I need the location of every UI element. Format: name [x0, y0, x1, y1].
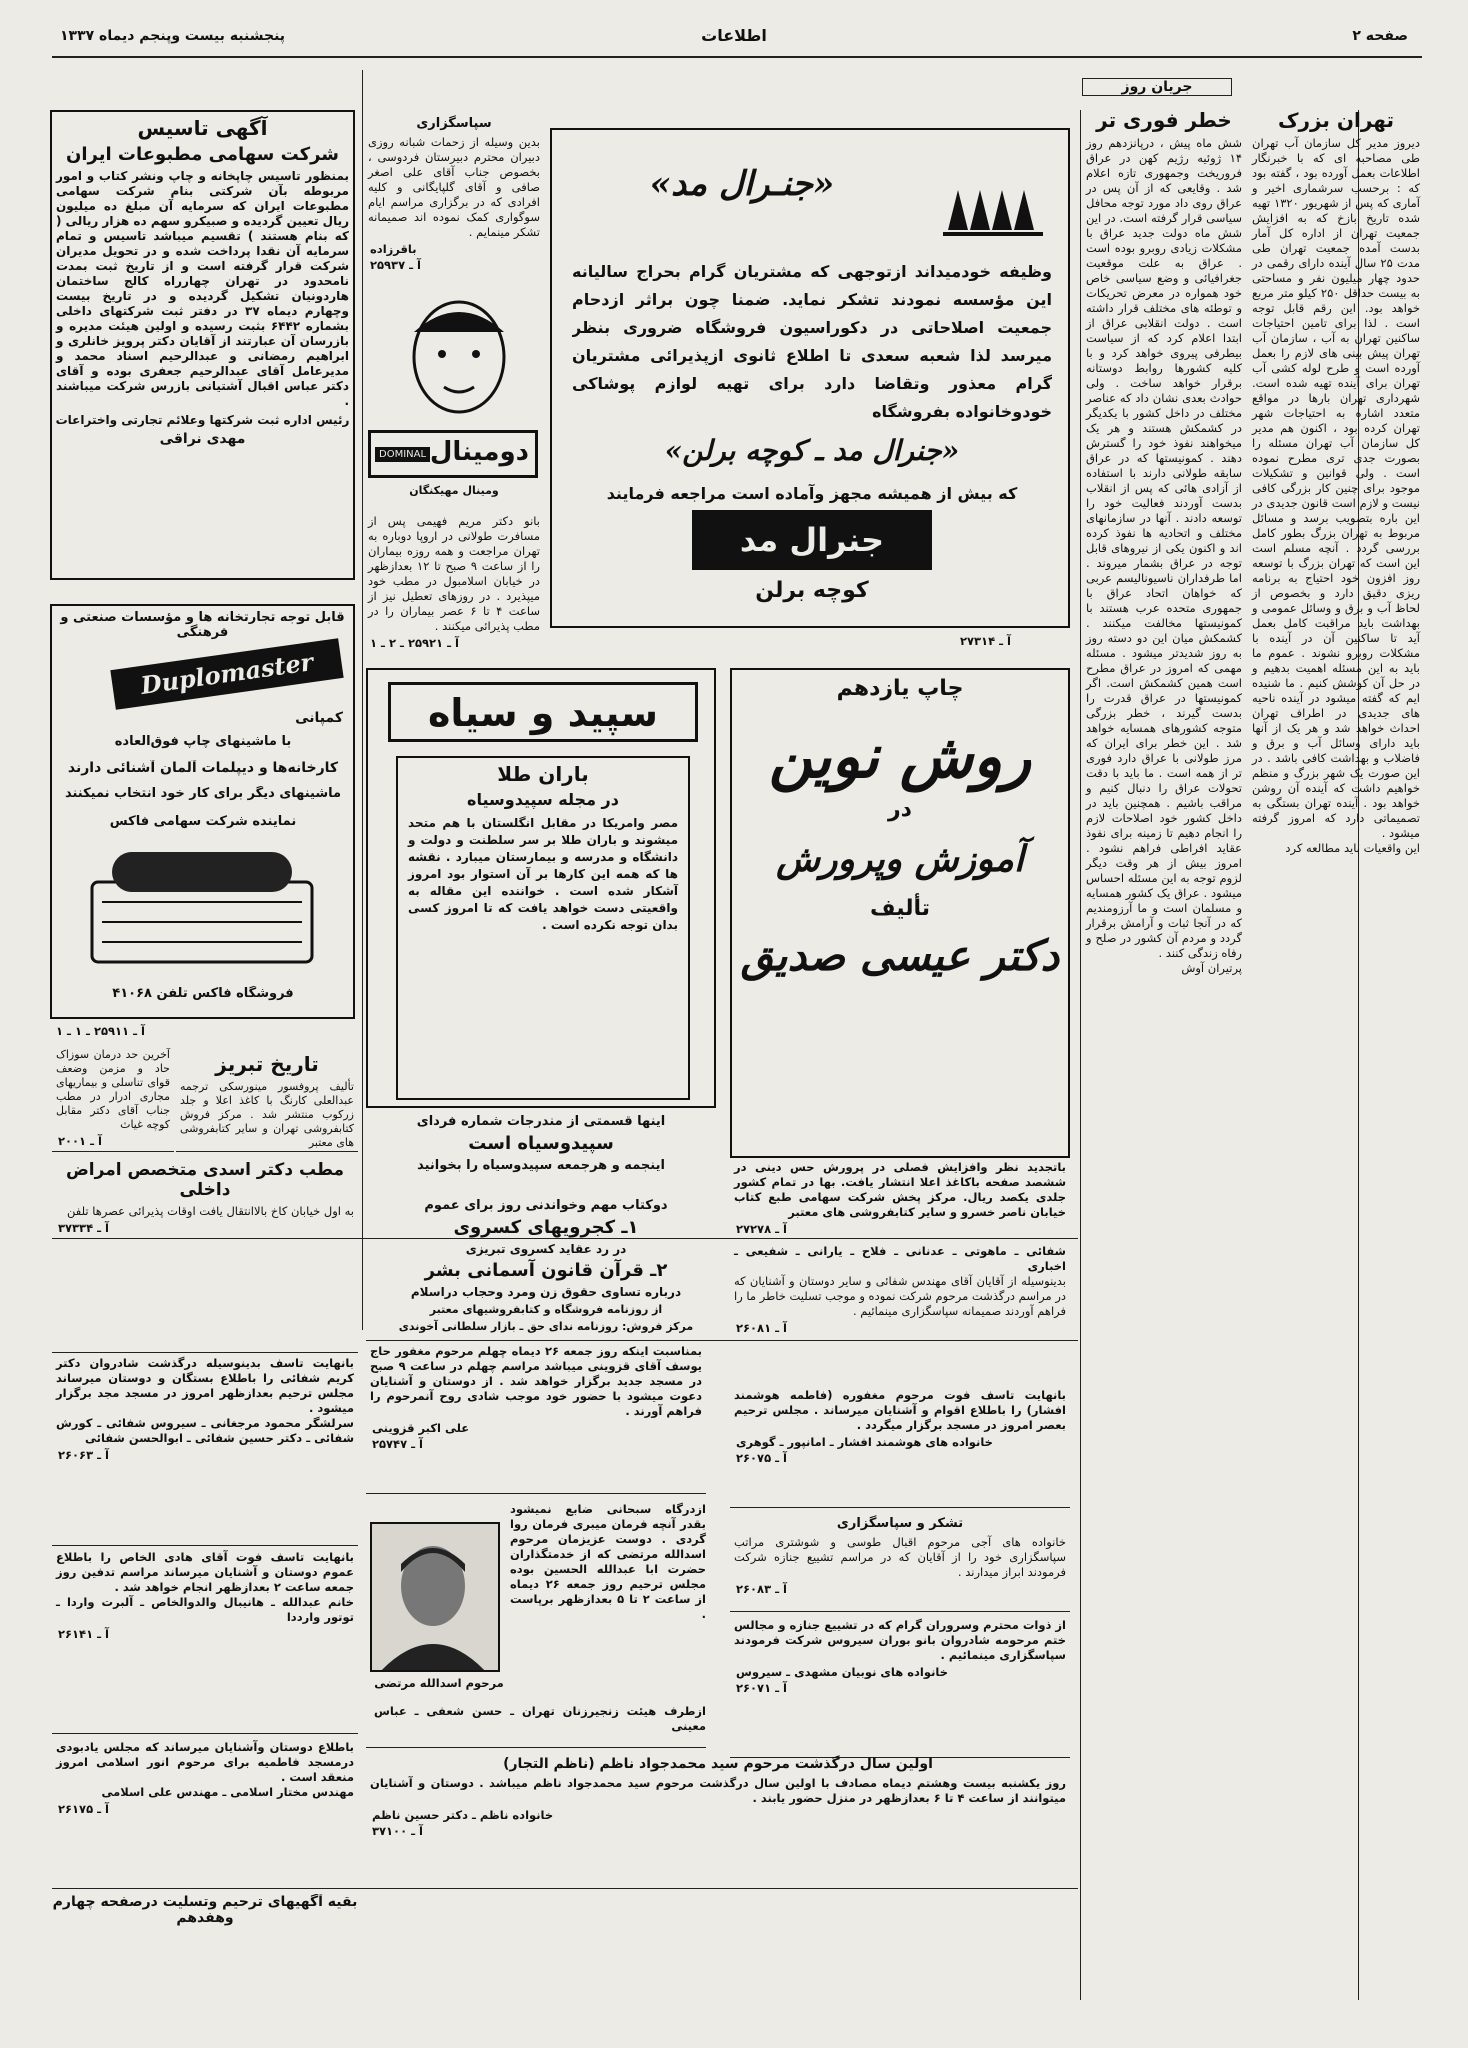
mourn4-names: خانم عبدالله ـ هانیبال والدوالخاص ـ آلبرت واردا ـ توتور وارددا — [56, 1595, 354, 1624]
mourn-tashakor-title: تشکر و سپاسگزاری — [836, 1516, 964, 1531]
ad-mourn-shafaei — [52, 1356, 358, 1546]
mourn5-code: آ ـ ۲۶۱۷۵ — [58, 1802, 109, 1816]
dominal-pack: DOMINAL — [375, 447, 430, 462]
ad-tarikh-tabriz — [176, 1048, 358, 1152]
clinic-text: به اول خیابان کاخ بالاانتقال یافت اوقات پذیرائی عصرها تلفن — [67, 1204, 354, 1218]
book-code: آ ـ ۲۷۲۷۸ — [736, 1222, 787, 1236]
doctor-text: بانو دکتر مریم فهیمی پس از مسافرت طولانی در اروپا دوباره به تهران مراجعت و همه روزه بیماران را از ساعت ۹ صبح تا ۱۲ بعدازظهر در خیابان اسلامبول در مطب خود میپذیرد . در روزهای تعطیل نیز از ساعت ۴ تا ۶ عصر بیماران را در مطب پذیرائی میکنند . — [368, 514, 541, 633]
tabriz-title: تاریخ تبریز — [215, 1052, 319, 1076]
books-author: از روزنامه فروشگاه و کتابفروشیهای معتبر — [429, 1303, 663, 1316]
ad-mourn-qazvini — [366, 1344, 706, 1494]
ad-mourn-hooshmand — [730, 1388, 1070, 1508]
sepid-footer-3: اینجمه و هرجمعه سپیدوسیاه را بخوانید — [417, 1158, 665, 1173]
ad-duplomaster — [50, 604, 355, 1019]
ad-mourn-photo — [366, 1498, 706, 1748]
ad-mourn-nazem — [366, 1752, 1070, 1882]
man-portrait-icon — [364, 282, 544, 432]
books-title: دوکتاب مهم وخواندنی روز برای عموم — [424, 1198, 668, 1213]
mourn1-code: آ ـ ۲۵۷۴۷ — [372, 1437, 423, 1451]
general-mod-logo: جنرال مد — [739, 521, 885, 559]
header-rule — [52, 56, 1422, 58]
mourn8-signer: خانواده های نوبیان مشهدی ـ سیروس — [736, 1665, 948, 1679]
sepas-title: سپاسگزاری — [416, 116, 492, 131]
mourn3-names: سرلشگر محمود مرجغانی ـ سیروس شفائی ـ کورش شفائی ـ دکتر حسین شفائی ـ ابوالحسن شفائی — [56, 1416, 354, 1445]
mourn4-code: آ ـ ۲۶۱۴۱ — [58, 1627, 109, 1641]
thanks-names: شفائی ـ ماهوتی ـ عدنانی ـ فلاح ـ یارانی ـ شفیعی ـ اخباری — [734, 1244, 1066, 1273]
cure-text: آخرین حد درمان سوزاک حاد و مزمن وضعف قوای تناسلی و بیماریهای مجاری ادرار در مطب جناب آقای دکتر مقابل کوچه غیاث — [56, 1048, 170, 1131]
duplo-top: قابل توجه تجارتخانه ها و مؤسسات صنعتی و فرهنگی — [60, 610, 345, 640]
ad-general-mod — [550, 128, 1070, 628]
general-mod-closing: که بیش از همیشه مجهز وآماده است مراجعه فرمایند — [606, 484, 1018, 503]
ad-clinic-asadi — [52, 1156, 358, 1236]
newspaper-name: اطلاعات — [701, 26, 767, 45]
general-mod-logo-sub: کوچه برلن — [755, 578, 869, 603]
dominal-box — [368, 430, 538, 478]
ad-sepasgozari — [364, 112, 544, 282]
mourn8-text: از ذوات محترم وسروران گرام که در تشییع جنازه و مجالس ختم مرحومه شادروان بانو بوران سیروس شرکت فرمودند سپاسگزاری مینمائیم . — [734, 1618, 1066, 1662]
duplo-logo-box — [110, 638, 343, 710]
general-mod-title: «جنـرال مد» — [649, 164, 835, 204]
ad-thanks-list — [730, 1244, 1070, 1384]
cure-code: آ ـ ۲۰۰۱ — [58, 1134, 102, 1148]
mourn7-title: اولین سال درگذشت مرحوم سید محمدجواد ناظم (ناظم التجار) — [503, 1756, 933, 1772]
tabriz-text: تألیف پروفسور مینورسکی ترجمه عبدالعلی کارنگ با کاغذ اعلا و جلد زرکوب منتشر شد . مرکز فروش کتابفروشی تهران و سایر کتابفروشی های معتبر — [180, 1080, 354, 1149]
books-1-sub: در رد عقاید کسروی تبریزی — [465, 1242, 627, 1256]
mourn2-signer: خانواده های هوشمند افشار ـ امانپور ـ گوهری — [736, 1435, 993, 1449]
duplo-line1: کمپانی — [295, 710, 343, 726]
company-ad-name: شرکت سهامی مطبوعات ایران — [65, 144, 340, 165]
thanks-list-text: بدینوسیله از آقایان آقای مهندس شفائی و سایر دوستان و آشنایان که در مراسم درگذشت مرحوم شرکت نموده و موجب تسلیت خاطر ما را فراهم آوردند صمیمانه سپاسگزاری مینمائیم . — [734, 1274, 1066, 1318]
sepid-text: مصر وامریکا در مقابل انگلستان با هم متحد میشوند و باران طلا بر سر سلطنت و دولت و دانشگاه و مدرسه و بیمارستان میبارد . نقشه ها که همه این کارها بر آن استوار بود امروز آشکار شده است . خواننده این مقاله به واقعیتی دست خواهد یافت که تا امروز کسی بدان توجه نکرده است . — [408, 816, 678, 932]
general-mod-text: وظیفه خودمیداند ازتوجهی که مشتریان گرام بحراج سالیانه این مؤسسه نمودند تشکر نماید. ضمنا چون براثر ازدحام جمعیت اصلاحاتی در دکوراسیون فروشگاه ضروری بنظر میرسد لذا شعبه سعدی تا اطلاع ثانوی ازپذیرائی مشتریان گرام معذور وتقاضا دارد برای تهیه لوازم پوشاکی خودوخانواده بفروشگاه — [572, 262, 1052, 421]
company-ad-title: آگهی تاسیس — [137, 116, 268, 140]
mourn5-text: باطلاع دوستان وآشنایان میرساند که مجلس یادبودی درمسجد فاطمیه برای مرحوم انور اسلامی امروز منعقد است . — [56, 1740, 354, 1784]
company-ad-signature: مهدی نراقی — [159, 431, 246, 447]
thanks-list-code: آ ـ ۲۶۰۸۱ — [736, 1321, 787, 1335]
sepas-text: بدین وسیله از زحمات شبانه روزی دبیران محترم دبیرستان فردوسی ، بخصوص جناب آقای علی اصغر صافی و آقای گلپایگانی و کلیه افرادی که در برگزاری مراسم ایام سوگواری کمک نموده اند صمیمانه تشکر مینمایم . — [368, 135, 540, 239]
general-mod-logo-art — [938, 170, 1048, 250]
mourn2-text: بانهایت تاسف فوت مرحوم مغفوره (فاطمه هوشمند افشار) را باطلاع اقوام و آشنایان میرساند . مجلس ترحیم بعصر امروز در مسجد برگزار میگردد . — [734, 1388, 1066, 1432]
mourn3-text: بانهایت تاسف بدینوسیله درگذشت شادروان دکتر کریم شفائی را باطلاع بستگان و دوستان میرساند مجلس ترحیم بعدازظهر امروز در مسجد مجد برگزار میشود . — [56, 1356, 354, 1415]
doctor-code: آ ـ ۲۵۹۲۱ ـ ۲ ـ ۱ — [370, 636, 459, 650]
book-author-label: تألیف — [870, 896, 930, 921]
article-khatar — [1082, 104, 1246, 2004]
duplo-product: Duplomaster — [138, 647, 315, 700]
duplo-line3: کارخانه‌ها و دیپلمات آلمان آشنائی دارند — [67, 760, 339, 776]
book-edition: چاپ یازدهم — [836, 676, 964, 701]
mourn8-code: آ ـ ۲۶۰۷۱ — [736, 1681, 787, 1695]
company-ad-text: بمنظور تاسیس چاپخانه و چاپ ونشر کتاب و امور مربوطه بآن شرکتی بنام شرکت سهامی مطبوعات ایران که سرمایه آن مبلغ ده میلیون ریال تعیین گردیده و صبیکرو سهم ده هزار ریالی ( که بنام هستند ) تقسیم میباشد تاسیس و تمام سرمایه آن نقدا پرداخت شده و در تحویل مدیران شرکت قرار گرفته است و از تاریخ ثبت بمدت نامحدود در تهران چهارراه کالج ساختمان هاردونیان تشکیل گردیده و در تاریخ بیست وچهارم دیماه ۳۷ در دفتر ثبت شرکتهای داخلی بشماره ۶۴۴۲ بثبت رسیده و اولین هیئت مدیره و بازرسان آن عبارتند از آقایان دکتر پرویز خانلری و ابراهیم رمضانی و عبدالرحیم اسناد محمد و مدیرعامل آقای عبدالرحیم جعفری بوده و آقای دکتر عباس اقبال آشتیانی بازرس شرکت میباشند . — [56, 169, 349, 408]
ad-cure — [52, 1048, 174, 1152]
sepid-headline: باران طلا — [497, 762, 589, 786]
sepid-logo-box — [388, 682, 698, 742]
dominal-tagline: ومینال مهیکنگان — [409, 484, 499, 497]
ad-mourn-siroos — [730, 1618, 1070, 1758]
dominal-brand: دومینال — [429, 437, 529, 467]
book-title: روش نوین — [768, 722, 1032, 792]
page-header — [0, 0, 1468, 58]
books-1: ۱ـ کجرویهای کسروی — [453, 1217, 639, 1238]
sepas-signer: باقرزاده — [370, 242, 417, 256]
page-number: صفحه ۲ — [1352, 28, 1408, 44]
portrait-icon — [370, 1524, 498, 1672]
book-in: در — [888, 797, 912, 822]
ad-mourn-tashakor — [730, 1512, 1070, 1612]
book-details — [730, 1160, 1070, 1240]
clinic-title: مطب دکتر اسدی متخصص امراض داخلی — [65, 1160, 345, 1200]
sepid-footer — [366, 1110, 716, 1190]
jarayan-rooz-label: جریان روز — [1082, 78, 1232, 96]
mourn6-code: آ ـ ۲۶۰۸۳ — [736, 1582, 787, 1596]
books-center: مرکز فروش: روزنامه ندای حق ـ بازار سلطانی آخوندی — [398, 1320, 694, 1333]
mourn3-code: آ ـ ۲۶۰۶۳ — [58, 1448, 109, 1462]
photo-ad-text: ازدرگاه سبحانی ضابع نمیشود بقدر آنچه فرمان میبری فرمان روا گردی . دوست عزیزمان مرحوم اسدالله مرتضی که از خدمتگذاران حضرت ابا عبدالله الحسین بوده مجلس ترحیم روز جمعه ۲۶ دیماه از ساعت ۲ تا ۵ بعدازظهر برپاست . — [510, 1502, 706, 1621]
duplo-code: آ ـ ۲۵۹۱۱ ـ ۱ ـ ۱ — [56, 1024, 145, 1038]
article-tehran-bozorg — [1248, 104, 1424, 2004]
mourn1-text: بمناسبت اینکه روز جمعه ۲۶ دیماه چهلم مرحوم مغفور حاج یوسف آقای قزوینی میباشد مراسم چهلم در ساعت ۹ صبح در مسجد جدید برگزار خواهد شد . از دوستان و آشنایان دعوت میشود با حضور خود موجب شادی روح آنمرحوم را فراهم آورند . — [370, 1344, 702, 1418]
issue-date: پنجشنبه بیست وپنجم دیماه ۱۳۳۷ — [60, 28, 286, 44]
article-tehran-body: دیروز مدیر کل سازمان آب تهران طی مصاحبه ای که با خبرنگار اطلاعات بعمل آورده بود ، گفته بود که : برحسب سرشماری اخیر و آماری که پس از شهریور ۱۳۲۰ تهیه شده تاریخ بازخ که به افزایش جمعیت تهران از اداره کل آمار بدست آمده جمعیت تهران طی مدت ۲۵ سال آینده دارای رقمی در حدود چهار میلیون نفر و مساحتی به بیست حداقل ۲۵۰ کیلو متر مربع خواهد بود. این رقم قابل توجه است . لذا برای تامین احتیاجات ساکنین تهران به آب ، سازمان آب تهران پیش بینی های لازم را بعمل آورده است و طرح لوله کشی آب تهران برای آینده تهیه شده است. شهرداری تهران بارها در مواقع متعدد اشاره به احتیاجات شهر تهران کرده بود ، اکنون هم مدیر کل سازمان آب تهران مسئله را بصورت جدی تری مطرح نموده است . ولی قوانین و تشکیلات موجود برای چنین کار بزرگی کافی نیست و لازم است قانون جدیدی در این باره بتصویب برسد و مسائل مربوط به تهران بزرگ بطور کامل بررسی گردد . آنچه مسلم است این است که تهران بزرگ با توسعه روز افزون خود احتیاج به برنامه ریزی دقیق دارد و بخصوص از لحاظ آب و برق و وسائل عمومی و بهداشت باید مراقبت کامل بعمل آید تا ساکنین آن در آینده با مشکلات روبرو نشوند . عموم ما باید به این مسئله اهمیت بدهیم و در حل آن کوشش کنیم . ما شنیده ایم که گفته میشود در آینده ناحیه های جدیدی در اطراف تهران احداث خواهد شد و هر یک از آنها باید دارای وسائل آب و برق و فاضلاب و بهداشت کافی باشد . در این صورت یک شهر بزرگ و منظم خواهیم داشت که آینده آن روشن خواهد بود . آینده تهران بستگی به تصمیماتی دارد که امروز گرفته میشود . — [1252, 136, 1421, 840]
general-mod-logo-box — [692, 510, 932, 570]
duplicator-machine-icon — [82, 842, 322, 972]
sepas-code: آ ـ ۲۵۹۳۷ — [370, 258, 421, 272]
book-text: باتجدید نظر وافزایش فصلی در پرورش حس دینی در ششصد صفحه باکاغذ اعلا انتشار یافت. بها در تمام کشور جلدی یکصد ریال. مرکز پخش شرکت سهامی طبع کتاب خیابان ناصر خسرو و سایر کتابفروشی های معتبر — [734, 1160, 1066, 1219]
duplo-line4: ماشینهای دیگر برای کار خود انتخاب نمیکنند — [64, 786, 342, 801]
books-2-sub: درباره تساوی حقوق زن ومرد وحجاب دراسلام — [410, 1285, 682, 1299]
duplo-agent: نماینده شرکت سهامی فاکس — [109, 814, 297, 829]
ad-two-books — [366, 1194, 726, 1338]
mourn7-signer: خانواده ناظم ـ دکتر حسین ناظم — [372, 1808, 554, 1822]
book-subject: آموزش وپرورش — [776, 838, 1024, 880]
mourn1-signer: علی اکبر قزوینی — [372, 1421, 470, 1435]
duplo-line2: با ماشینهای چاپ فوق‌العاده — [114, 734, 292, 749]
sepid-content-box — [396, 756, 690, 1100]
article-khatar-title: خطر فوری تر — [1096, 108, 1232, 132]
deceased-photo — [370, 1522, 500, 1672]
footer-note: بقیه آگهیهای ترحیم وتسلیت درصفحه چهارم وهفدهم — [52, 1894, 358, 1926]
clinic-code: آ ـ ۳۷۳۳۴ — [58, 1221, 109, 1235]
ad-company-registration — [50, 110, 355, 580]
mourn2-code: آ ـ ۲۶۰۷۵ — [736, 1451, 787, 1465]
photo-ad-signer: ازطرف هیئت زنجیرزنان تهران ـ حسن شعفی ـ عباس معینی — [374, 1704, 706, 1733]
mourn7-code: آ ـ ۳۷۱۰۰ — [372, 1824, 423, 1838]
company-ad-footer: رئیس اداره ثبت شرکتها وعلائم تجارتی واختراعات — [55, 413, 350, 427]
mourn4-text: بانهایت تاسف فوت آقای هادی الخاص را باطلاع عموم دوستان و آشنایان میرساند مراسم تدفین روز جمعه ساعت ۲ بعدازظهر انجام خواهد شد . — [56, 1550, 354, 1594]
bells-icon — [938, 170, 1048, 250]
general-mod-address: «جنرال مد ـ کوچه برلن» — [664, 434, 960, 467]
mourn5-names: مهندس مختار اسلامی ـ مهندس علی اسلامی — [101, 1785, 354, 1799]
duplo-address: فروشگاه فاکس تلفن ۴۱۰۶۸ — [112, 986, 294, 1001]
ad-general-mod-code: آ ـ ۲۷۳۱۴ — [960, 634, 1011, 648]
ad-mourn-eslami — [52, 1740, 358, 1880]
article-tehran-end: این واقعیات باید مطالعه کرد — [1285, 841, 1420, 855]
sepid-footer-1: اینها قسمتی از مندرجات شماره فردای — [416, 1114, 666, 1129]
books-2: ۲ـ قرآن قانون آسمانی بشر — [424, 1260, 668, 1281]
ad-doctor-fahimi — [364, 514, 544, 654]
article-khatar-end: پرتیران آوش — [1181, 961, 1242, 975]
ad-mourn-alkhas — [52, 1550, 358, 1734]
article-tehran-title: تهران بزرک — [1278, 108, 1394, 132]
ad-dominal — [364, 282, 544, 512]
ad-sepid-siah — [366, 668, 716, 1108]
sepid-footer-2: سپیدوسیاه است — [468, 1133, 614, 1154]
article-khatar-body: شش ماه پیش ، درپانزدهم روز ۱۴ ژوئیه رژیم کهن در عراق فروریخت وجمهوری تازه اعلام شد . وقایعی که از آن پس در عراق روی داد مورد توجه محافل سیاسی قرار گرفته است. در این شش ماه دولت جدید عراق با مشکلات زیادی روبرو بوده است . عراق به علت موقعیت جغرافیائی و وضع سیاسی خاص خود همواره در معرض تحریکات و توطئه های مختلف قرار داشته است . دولت انقلابی عراق از ابتدا اعلام کرد که از سیاست بیطرفی پیروی خواهد کرد و با کلیه کشورها روابط دوستانه برقرار خواهد ساخت . ولی حوادث بعدی نشان داد که عناصر مختلف در داخل کشور با یکدیگر در کشمکش هستند و هر یک میخواهند نفوذ خود را گسترش دهند . کمونیستها که در عراق سابقه طولانی دارند با استفاده از آزادی هائی که پس از انقلاب بدست آوردند فعالیت خود را توسعه دادند . آنها در سازمانهای مختلف و اتحادیه ها نفوذ کرده اند و اکنون یکی از نیروهای قابل توجه در عراق بشمار میروند . اما طرفداران ناسیونالیسم عربی که خواهان اتحاد عراق با جمهوری متحده عرب هستند با کمونیستها مخالفت میکنند . کشمکش میان این دو دسته روز به روز شدیدتر میشود . مسئله مهمی که امروز در عراق مطرح است همین کشمکش است. اگر کمونیستها در عراق قدرت را بدست گیرند ، خطر بزرگی متوجه کشورهای همسایه خواهد شد . این خطر برای ایران که مرز طولانی با عراق دارد فوری تر از همه است . ما باید با دقت تحولات عراق را دنبال کنیم و مراقب باشیم . همچنین باید در داخل کشور خود اصلاحات لازم را انجام دهیم تا زمینه برای نفوذ عقاید افراطی فراهم نشود . امروز بیش از هر وقت دیگر لزوم توجه به این مسئله احساس میشود . عراق یک کشور همسایه و مسلمان است و ما آرزومندیم که در آنجا ثبات و آرامش برقرار گردد و مردم آن کشور در صلح و رفاه زندگی کنند . — [1086, 136, 1242, 960]
book-author: دکتر عیسی صدیق — [740, 931, 1060, 980]
sepid-sub: در مجله سپیدوسیاه — [467, 790, 619, 809]
mourn6-text: خانواده های آجی مرحوم اقبال طوسی و شوشتری مراتب سپاسگزاری خود را از آقایان که در مراسم تشییع جنازه شرکت فرمودند ابراز میدارند . — [734, 1535, 1066, 1579]
ad-book-ravesh-novin — [730, 668, 1070, 1158]
mourn7-text: روز یکشنبه بیست وهشتم دیماه مصادف با اولین سال درگذشت مرحوم سید محمدجواد ناظم میباشد . دوستان و آشنایان میتوانند از ساعت ۴ تا ۶ بعدازظهر در منزل حضور یابند . — [370, 1776, 1066, 1805]
photo-caption: مرحوم اسدالله مرتضی — [374, 1676, 504, 1690]
sepid-logo: سپید و سیاه — [427, 691, 658, 735]
